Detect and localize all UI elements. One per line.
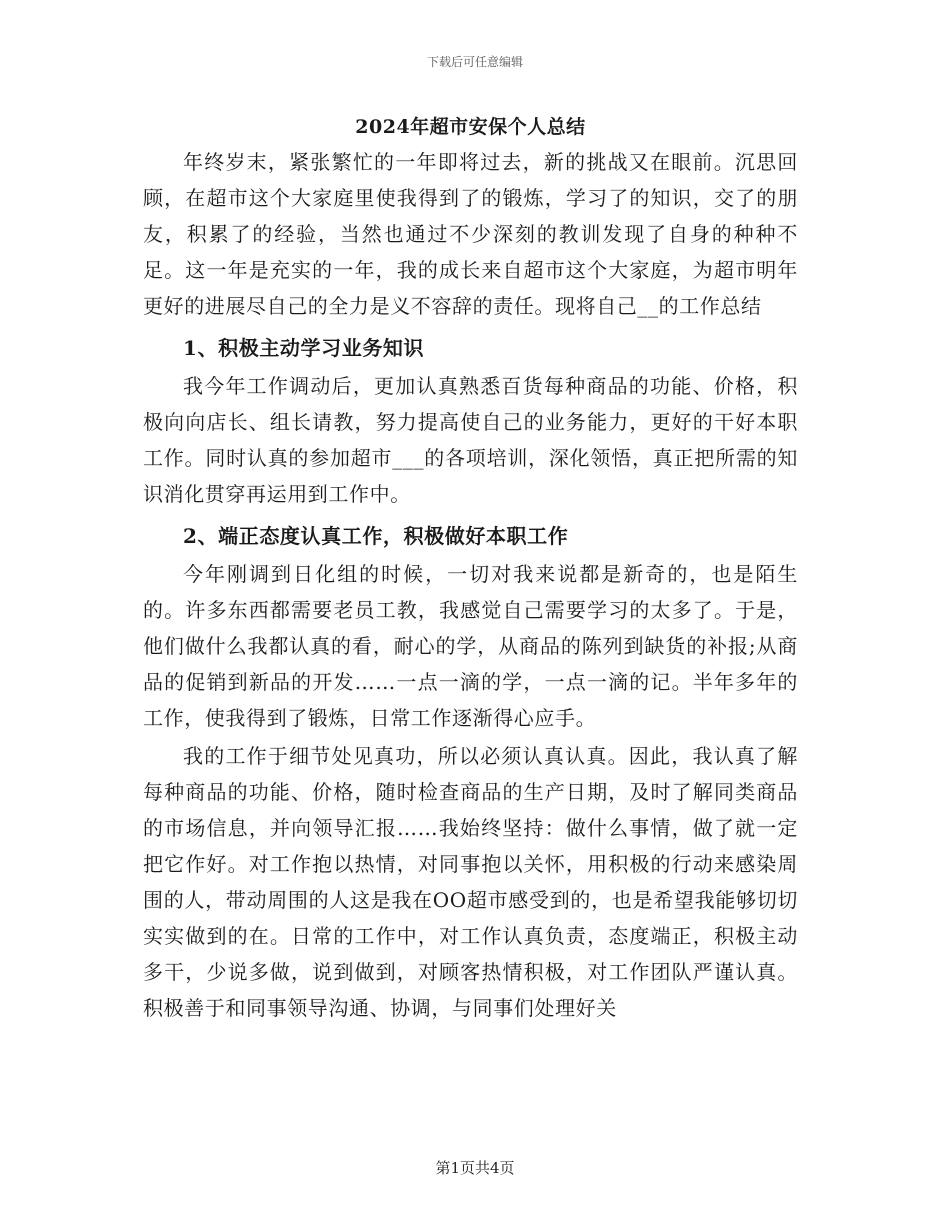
section-2-paragraph-1: 今年刚调到日化组的时候，一切对我来说都是新奇的，也是陌生的。许多东西都需要老员工教，我感觉自己需要学习的太多了。于是，他们做什么我都认真的看，耐心的学，从商品的陈列到缺货的补报;从商品的促销到新品的开发……一点一滴的学，一点一滴的记。半年多年的工作，使我得到了锻炼，日常工作逐渐得心应手。 [143, 562, 798, 730]
section-1-heading: 1、积极主动学习业务知识 [183, 336, 425, 360]
document-title: 2024年超市安保个人总结 [355, 116, 586, 138]
page-number: 第1页共4页 [435, 1159, 515, 1177]
section-2-paragraph-2: 我的工作于细节处见真功，所以必须认真认真。因此，我认真了解每种商品的功能、价格，随时检查商品的生产日期，及时了解同类商品的市场信息，并向领导汇报……我始终坚持：做什么事情，做了就一定把它作好。对工作抱以热情，对同事抱以关怀，用积极的行动来感染周围的人，带动周围的人这是我在OO超市感受到的，也是希望我能够切切实实做到的在。日常的工作中，对工作认真负责，态度端正，积极主动多干，少说多做，说到做到，对顾客热情积极，对工作团队严谨认真。积极善于和同事领导沟通、协调，与同事们处理好关 [143, 744, 798, 1020]
document-body [143, 110, 798, 1026]
intro-paragraph: 年终岁末，紧张繁忙的一年即将过去，新的挑战又在眼前。沉思回顾，在超市这个大家庭里使我得到了的锻炼，学习了的知识，交了的朋友，积累了的经验，当然也通过不少深刻的教训发现了自身的种种不足。这一年是充实的一年，我的成长来自超市这个大家庭，为超市明年更好的进展尽自己的全力是义不容辞的责任。现将自己__的工作总结 [143, 150, 798, 318]
section-1-paragraph: 我今年工作调动后，更加认真熟悉百货每种商品的功能、价格，积极向向店长、组长请教，努力提高使自己的业务能力，更好的干好本职工作。同时认真的参加超市___的各项培训，深化领悟，真正把所需的知识消化贯穿再运用到工作中。 [143, 374, 798, 506]
section-2-heading: 2、端正态度认真工作，积极做好本职工作 [183, 524, 569, 548]
page-header: 下载后可任意编辑 [426, 55, 523, 69]
